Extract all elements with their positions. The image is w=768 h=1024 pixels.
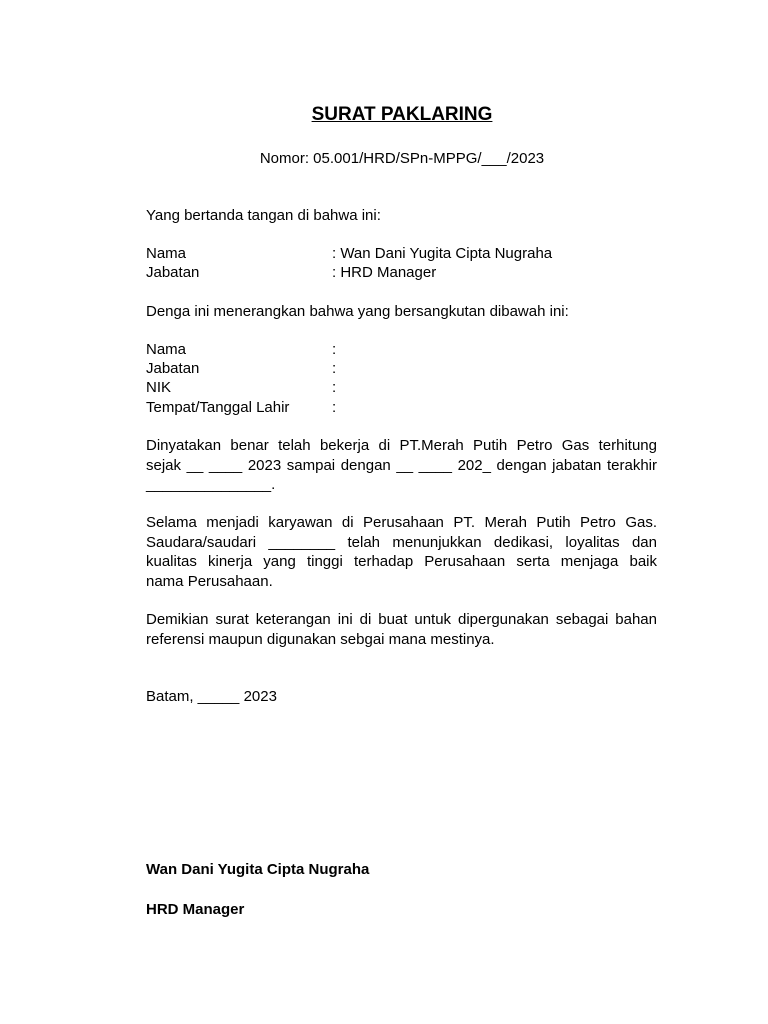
employee-name-colon: : [332,341,337,358]
paragraph-line: Demikian surat keterangan ini di buat untuk dipergunakan sebagai bahan [146,611,657,628]
paragraph-line: _______________. [146,476,276,493]
employee-birth-colon: : [332,399,337,416]
employee-position-colon: : [332,360,337,377]
place-date: Batam, _____ 2023 [146,688,277,705]
paragraph-line: referensi maupun digunakan sebgai mana mestinya. [146,630,495,648]
signer-position-label: Jabatan [146,264,200,281]
signer-name-label: Nama [146,245,187,262]
employee-name-label: Nama [146,341,187,358]
closing-paragraph [146,610,657,649]
paragraph-line: Selama menjadi karyawan di Perusahaan PT. Merah Putih Petro Gas. [146,514,657,531]
employee-position-label: Jabatan [146,360,200,377]
paragraph-line: nama Perusahaan. [146,572,273,590]
employment-paragraph [146,436,657,495]
paragraph-line: kualitas kinerja yang tinggi terhadap Perusahaan serta menjaga baik [146,553,657,570]
intro-text: Yang bertanda tangan di bahwa ini: [146,207,381,224]
document-title: SURAT PAKLARING [311,104,493,125]
signature-title: HRD Manager [146,901,245,918]
signature-name: Wan Dani Yugita Cipta Nugraha [146,861,370,878]
paragraph-line: Saudara/saudari ________ telah menunjukkan dedikasi, loyalitas dan [146,533,657,551]
paragraph-line: Dinyatakan benar telah bekerja di PT.Merah Putih Petro Gas terhitung [146,437,657,454]
employee-birth-label: Tempat/Tanggal Lahir [146,399,290,416]
employee-nik-label: NIK [146,379,172,396]
paragraph-line: sejak __ ____ 2023 sampai dengan __ ____ 202_ dengan jabatan terakhir [146,456,657,474]
signer-name-value: : Wan Dani Yugita Cipta Nugraha [332,245,553,262]
signer-position-value: : HRD Manager [332,264,437,281]
employee-nik-colon: : [332,379,337,396]
document-number: Nomor: 05.001/HRD/SPn-MPPG/___/2023 [259,150,545,167]
statement-text: Denga ini menerangkan bahwa yang bersangkutan dibawah ini: [146,303,569,320]
dedication-paragraph [146,513,657,591]
